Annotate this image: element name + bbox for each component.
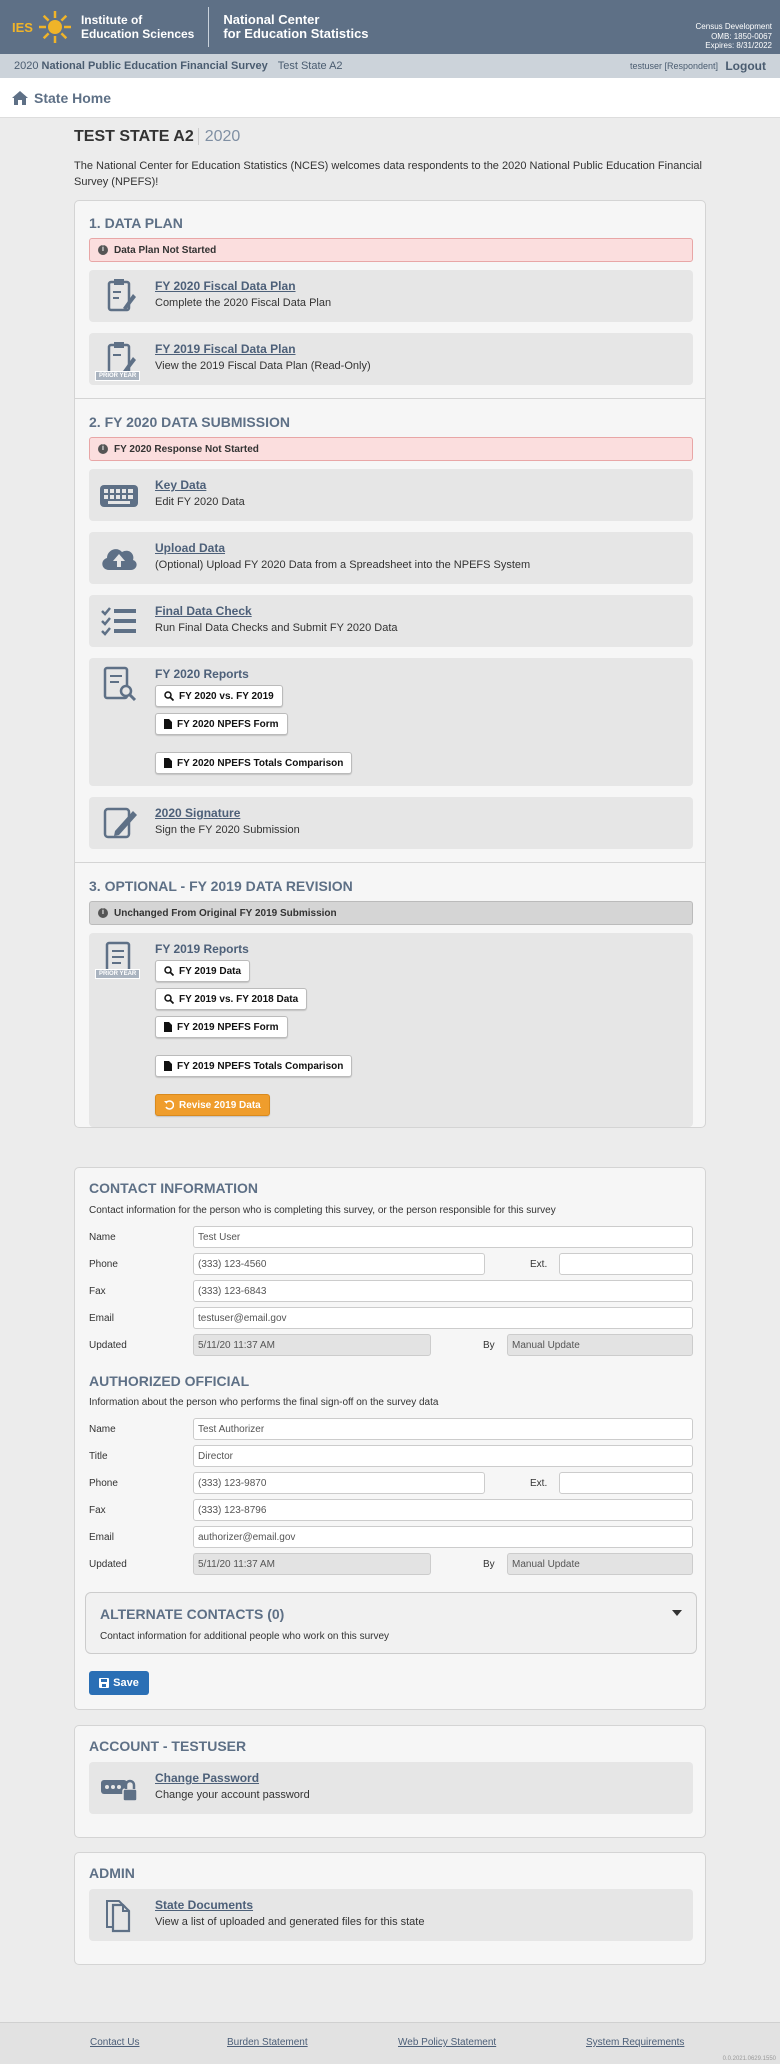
state-home-label: State Home — [34, 89, 112, 106]
section-divider — [75, 862, 705, 863]
keyboard-icon — [99, 477, 139, 513]
info-icon: i — [98, 908, 108, 918]
logout-link[interactable]: Logout — [725, 59, 766, 73]
fy2019-data-plan-item[interactable] — [89, 333, 693, 385]
fy2020-data-plan-item[interactable] — [89, 270, 693, 322]
contact-fax-input[interactable]: (333) 123-6843 — [193, 1280, 693, 1302]
contact-subtitle: Contact information for the person who is completing this survey, or the person responsible for this survey — [89, 1205, 556, 1216]
contact-heading: CONTACT INFORMATION — [89, 1180, 259, 1196]
account-heading: ACCOUNT - TESTUSER — [89, 1738, 247, 1754]
upload-data-desc: (Optional) Upload FY 2020 Data from a Spreadsheet into the NPEFS System — [155, 559, 531, 571]
top-header — [0, 0, 780, 54]
fy2020-reports-item — [89, 658, 693, 786]
page-heading — [74, 128, 706, 190]
fy2019-data-plan-desc: View the 2019 Fiscal Data Plan (Read-Only) — [155, 360, 371, 372]
info-icon: i — [98, 245, 108, 255]
contact-by-label: By — [483, 1340, 495, 1351]
admin-card — [74, 1852, 706, 1965]
revision-heading: 3. OPTIONAL - FY 2019 DATA REVISION — [89, 878, 353, 894]
file-icon — [164, 1022, 172, 1032]
signature-link[interactable]: 2020 Signature — [155, 806, 241, 820]
final-check-link[interactable]: Final Data Check — [155, 604, 252, 618]
caret-down-icon[interactable] — [672, 1610, 682, 1616]
burden-statement-link[interactable]: Burden Statement — [227, 2037, 308, 2048]
floppy-icon — [99, 1678, 109, 1688]
search-icon — [164, 966, 174, 976]
system-requirements-link[interactable]: System Requirements — [586, 2037, 685, 2048]
section-divider — [75, 398, 705, 399]
save-button[interactable]: Save — [89, 1671, 149, 1695]
version-label: 0.0.2021.0629.1550 — [722, 2056, 776, 2062]
official-heading: AUTHORIZED OFFICIAL — [89, 1373, 250, 1389]
data-plan-heading: 1. DATA PLAN — [89, 215, 183, 231]
signature-desc: Sign the FY 2020 Submission — [155, 824, 300, 836]
upload-data-item[interactable] — [89, 532, 693, 584]
contact-card — [74, 1167, 706, 1710]
data-plan-status: i Data Plan Not Started — [89, 238, 693, 262]
contact-phone-input[interactable]: (333) 123-4560 — [193, 1253, 485, 1275]
official-updated-label: Updated — [89, 1559, 127, 1570]
official-subtitle: Information about the person who performs the final sign-off on the survey data — [89, 1397, 439, 1408]
change-password-desc: Change your account password — [155, 1789, 310, 1801]
fy2020-vs-fy2019-button[interactable]: FY 2020 vs. FY 2019 — [155, 685, 283, 707]
cloud-upload-icon — [99, 540, 139, 576]
signature-edit-icon — [99, 805, 139, 841]
state-documents-item[interactable] — [89, 1889, 693, 1941]
key-data-link[interactable]: Key Data — [155, 478, 207, 492]
checklist-icon — [99, 603, 139, 639]
intro-text: The National Center for Education Statistics (NCES) welcomes data respondents to the 2020 National Public Education Financial Survey (NPEFS)! — [74, 160, 702, 188]
state-documents-link[interactable]: State Documents — [155, 1898, 254, 1912]
institute-name: Institute of Education Sciences — [80, 13, 195, 41]
survey-year: 2020 — [14, 60, 39, 72]
fy2020-totals-comparison-button[interactable]: FY 2020 NPEFS Totals Comparison — [155, 752, 352, 774]
contact-by-value: Manual Update — [507, 1334, 693, 1356]
revise-2019-data-button[interactable]: Revise 2019 Data — [155, 1094, 270, 1116]
state-documents-desc: View a list of uploaded and generated files for this state — [155, 1916, 425, 1928]
ies-text: IES — [12, 19, 33, 35]
survey-card — [74, 200, 706, 1128]
contact-email-input[interactable]: testuser@email.gov — [193, 1307, 693, 1329]
home-icon — [12, 91, 28, 105]
contact-phone-label: Phone — [89, 1259, 118, 1270]
fy2020-data-plan-link[interactable]: FY 2020 Fiscal Data Plan — [155, 279, 296, 293]
official-fax-input[interactable]: (333) 123-8796 — [193, 1499, 693, 1521]
final-check-desc: Run Final Data Checks and Submit FY 2020 Data — [155, 622, 398, 634]
upload-data-link[interactable]: Upload Data — [155, 541, 226, 555]
fy2020-reports-title: FY 2020 Reports — [155, 667, 249, 681]
submission-heading: 2. FY 2020 DATA SUBMISSION — [89, 414, 290, 430]
contact-fax-label: Fax — [89, 1286, 106, 1297]
state-home-bar[interactable] — [0, 78, 780, 118]
official-by-value: Manual Update — [507, 1553, 693, 1575]
file-icon — [164, 719, 172, 729]
admin-heading: ADMIN — [89, 1865, 135, 1881]
fy2019-npefs-form-button[interactable]: FY 2019 NPEFS Form — [155, 1016, 288, 1038]
official-fax-label: Fax — [89, 1505, 106, 1516]
key-data-desc: Edit FY 2020 Data — [155, 496, 245, 508]
final-check-item[interactable] — [89, 595, 693, 647]
clipboard-edit-icon — [99, 278, 139, 314]
alternate-contacts-panel[interactable] — [85, 1592, 697, 1654]
contact-name-label: Name — [89, 1232, 116, 1243]
census-info: Census Development OMB: 1850-0067 Expires: 8/31/2022 — [695, 22, 772, 50]
file-icon — [164, 758, 172, 768]
signature-item[interactable] — [89, 797, 693, 849]
survey-name: National Public Education Financial Survey — [41, 60, 268, 72]
password-lock-icon — [99, 1770, 139, 1806]
documents-icon — [99, 1897, 139, 1933]
alternate-contacts-title: ALTERNATE CONTACTS (0) — [100, 1606, 285, 1622]
user-label: testuser [Respondent] — [629, 61, 718, 71]
contact-email-label: Email — [89, 1313, 115, 1324]
contact-updated-label: Updated — [89, 1340, 127, 1351]
fy2020-data-plan-desc: Complete the 2020 Fiscal Data Plan — [155, 297, 332, 309]
official-ext-input[interactable] — [559, 1472, 693, 1494]
official-ext-label: Ext. — [530, 1478, 548, 1489]
page-year: 2020 — [198, 128, 241, 145]
ies-logo[interactable] — [12, 9, 194, 45]
prior-year-badge: PRIOR YEAR — [95, 969, 140, 979]
official-name-label: Name — [89, 1424, 116, 1435]
official-title-label: Title — [89, 1451, 108, 1462]
official-email-label: Email — [89, 1532, 115, 1543]
contact-ext-input[interactable] — [559, 1253, 693, 1275]
fy2019-reports-item — [89, 933, 693, 1127]
prior-year-badge: PRIOR YEAR — [95, 371, 140, 381]
fy2019-totals-comparison-button[interactable]: FY 2019 NPEFS Totals Comparison — [155, 1055, 352, 1077]
fy2019-reports-title: FY 2019 Reports — [155, 942, 249, 956]
change-password-item[interactable] — [89, 1762, 693, 1814]
nces-name[interactable]: National Center for Education Statistics — [223, 12, 369, 41]
official-email-input[interactable]: authorizer@email.gov — [193, 1526, 693, 1548]
fy2019-data-plan-link[interactable]: FY 2019 Fiscal Data Plan — [155, 342, 296, 356]
key-data-item[interactable] — [89, 469, 693, 521]
info-icon: i — [98, 444, 108, 454]
undo-icon — [164, 1100, 174, 1110]
fy2020-npefs-form-button[interactable]: FY 2020 NPEFS Form — [155, 713, 288, 735]
header-divider — [208, 7, 209, 47]
revision-status: i Unchanged From Original FY 2019 Submission — [89, 901, 693, 925]
file-icon — [164, 1061, 172, 1071]
survey-state: Test State A2 — [277, 60, 343, 72]
report-search-icon — [99, 666, 139, 702]
contact-updated-value: 5/11/20 11:37 AM — [193, 1334, 431, 1356]
change-password-link[interactable]: Change Password — [155, 1771, 260, 1785]
web-policy-link[interactable]: Web Policy Statement — [398, 2037, 497, 2048]
account-card — [74, 1725, 706, 1838]
alternate-contacts-subtitle: Contact information for additional people who work on this survey — [100, 1631, 390, 1642]
official-name-input[interactable]: Test Authorizer — [193, 1418, 693, 1440]
fy2019-data-button[interactable]: FY 2019 Data — [155, 960, 250, 982]
survey-bar — [0, 54, 780, 78]
fy2019-vs-fy2018-button[interactable]: FY 2019 vs. FY 2018 Data — [155, 988, 307, 1010]
official-by-label: By — [483, 1559, 495, 1570]
official-phone-input[interactable]: (333) 123-9870 — [193, 1472, 485, 1494]
search-icon — [164, 691, 174, 701]
contact-ext-label: Ext. — [530, 1259, 548, 1270]
sun-icon — [37, 9, 73, 45]
submission-status: i FY 2020 Response Not Started — [89, 437, 693, 461]
official-title-input[interactable]: Director — [193, 1445, 693, 1467]
official-phone-label: Phone — [89, 1478, 118, 1489]
footer — [0, 2022, 780, 2064]
contact-us-link[interactable]: Contact Us — [90, 2037, 140, 2048]
search-icon — [164, 994, 174, 1004]
contact-name-input[interactable]: Test User — [193, 1226, 693, 1248]
official-updated-value: 5/11/20 11:37 AM — [193, 1553, 431, 1575]
page-title: TEST STATE A2 2020 — [74, 128, 241, 145]
